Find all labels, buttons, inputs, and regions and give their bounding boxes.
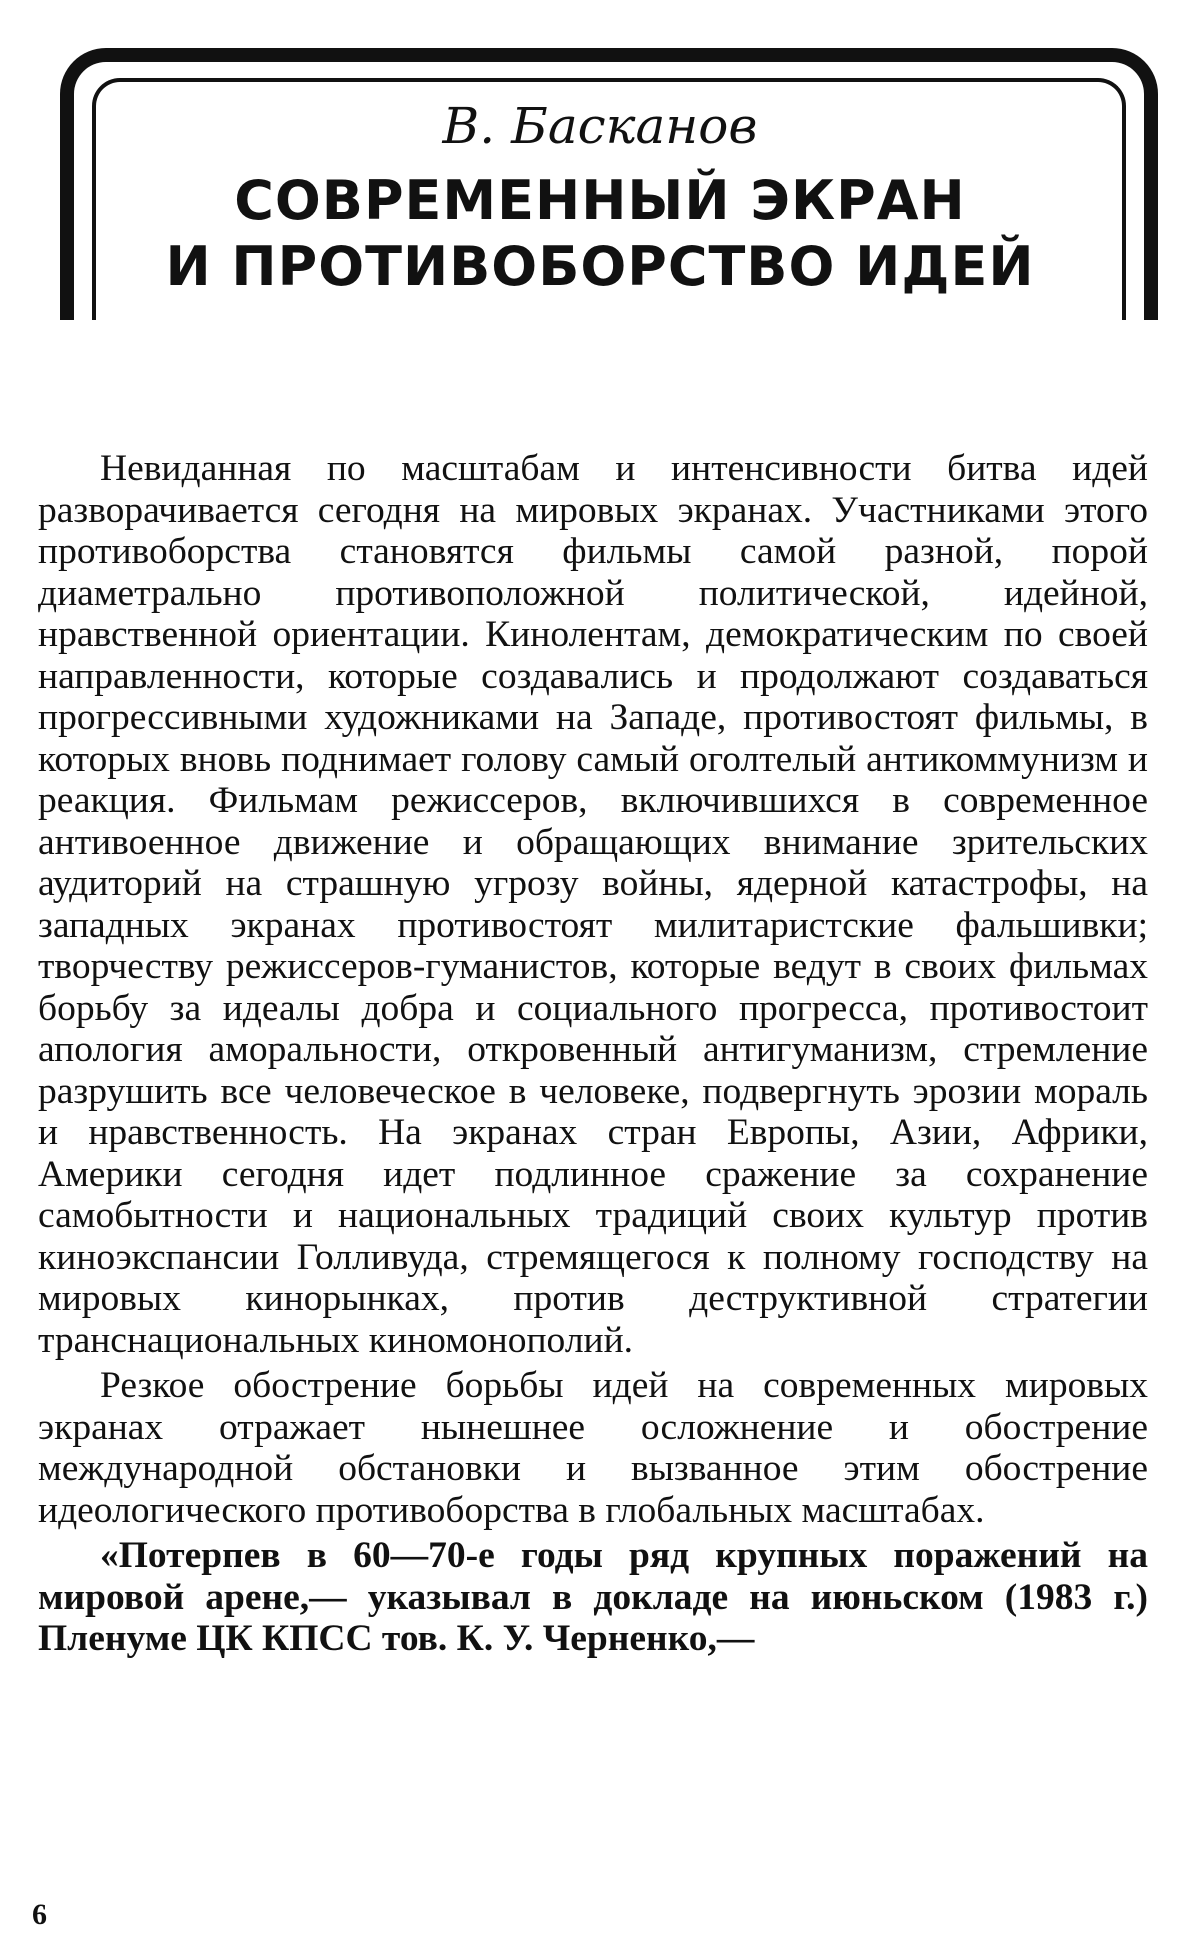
article-title-line-2: И ПРОТИВОБОРСТВО ИДЕЙ bbox=[165, 235, 1035, 298]
paragraph: Невиданная по масштабам и интенсивности битва идей разворачивается сегодня на мировых экранах. Участниками этого противоборства становятся фильмы самой разной, порой диаметрально противоположной политической, идейной, нравственной ориентации. Кинолентам, демократическим по своей направленности, которые создавались и продолжают создаваться прогрессивными художниками на Западе, противостоят фильмы, в которых вновь поднимает голову самый оголтелый антикоммунизм и реакция. Фильмам режиссеров, включившихся в современное антивоенное движение и обращающих внимание зрительских аудиторий на страшную угрозу войны, ядерной катастрофы, на западных экранах противостоят милитаристские фальшивки; творчеству режиссеров-гуманистов, которые ведут в своих фильмах борьбу за идеалы добра и социального прогресса, противостоит апология аморальности, откровенный антигуманизм, стремление разрушить все человеческое в человеке, подвергнуть эрозии мораль и нравственность. На экранах стран Европы, Азии, Африки, Америки сегодня идет подлинное сражение за сохранение самобытности и национальных традиций своих культур против киноэкспансии Голливуда, стремящегося к полному господству на мировых кинорынках, против деструктивной стратегии транснациональных киномонополий. bbox=[38, 448, 1148, 1361]
article-title-line-1: СОВРЕМЕННЫЙ ЭКРАН bbox=[234, 169, 966, 232]
paragraph: Резкое обострение борьбы идей на современных мировых экранах отражает нынешнее осложнение и обострение международной обстановки и вызванное этим обострение идеологического противоборства в глобальных масштабах. bbox=[38, 1365, 1148, 1531]
paragraph-quote: «Потерпев в 60—70-е годы ряд крупных поражений на мировой арене,— указывал в докладе на июньском (1983 г.) Пленуме ЦК КПСС тов. К. У. Черненко,— bbox=[38, 1535, 1148, 1659]
page-number: 6 bbox=[32, 1898, 47, 1931]
article-title bbox=[0, 168, 1200, 300]
article-body bbox=[38, 448, 1148, 1660]
author-name: В. Басканов bbox=[442, 97, 758, 155]
